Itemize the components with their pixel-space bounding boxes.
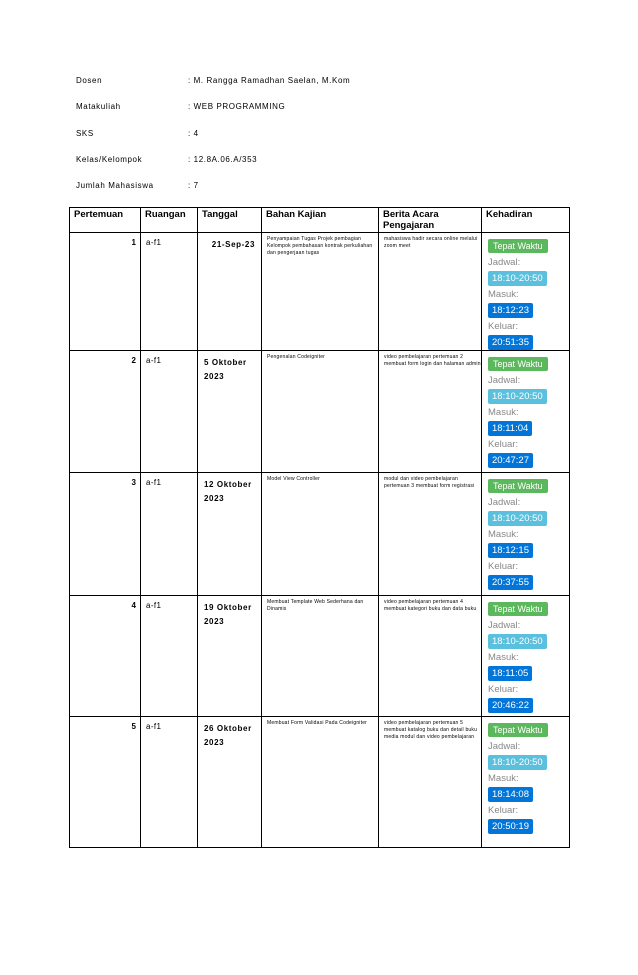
row-number: 3 xyxy=(70,473,141,596)
status-badge: Tepat Waktu xyxy=(488,357,548,371)
sks-label: SKS xyxy=(76,128,94,138)
row-attendance xyxy=(482,473,570,596)
attendance-table xyxy=(69,207,570,848)
row-berita: modul dan video pembelajaran pertemuan 3 membuat form registrasi xyxy=(379,473,482,596)
status-badge: Tepat Waktu xyxy=(488,723,548,737)
keluar-value: 20:47:27 xyxy=(488,453,533,468)
jadwal-label: Jadwal: xyxy=(488,375,521,386)
sks-row xyxy=(76,129,556,155)
header-bahan: Bahan Kajian xyxy=(262,208,379,233)
masuk-label: Masuk: xyxy=(488,529,519,540)
table-row xyxy=(70,233,570,351)
matakuliah-value: : WEB PROGRAMMING xyxy=(188,102,286,112)
row-room: a-f1 xyxy=(141,233,198,351)
sks-value: : 4 xyxy=(188,128,199,138)
jadwal-value: 18:10-20:50 xyxy=(488,389,547,404)
row-room: a-f1 xyxy=(141,596,198,717)
status-badge: Tepat Waktu xyxy=(488,479,548,493)
table-row xyxy=(70,596,570,717)
masuk-value: 18:11:05 xyxy=(488,666,532,681)
row-number: 5 xyxy=(70,717,141,848)
row-bahan: Membuat Form Validasi Pada Codeigniter xyxy=(262,717,379,848)
keluar-value: 20:50:19 xyxy=(488,819,533,834)
matakuliah-label: Matakuliah xyxy=(76,102,121,112)
masuk-label: Masuk: xyxy=(488,652,519,663)
row-attendance xyxy=(482,717,570,848)
jadwal-label: Jadwal: xyxy=(488,620,521,631)
row-attendance xyxy=(482,351,570,473)
header-kehadiran: Kehadiran xyxy=(482,208,570,233)
kelas-label: Kelas/Kelompok xyxy=(76,154,143,164)
row-bahan: Penyampaian Tugas Projek pembagian Kelompok pembahasan kontrak perkuliahan dan pengerjaan tugas xyxy=(262,233,379,351)
masuk-label: Masuk: xyxy=(488,407,519,418)
masuk-value: 18:14:08 xyxy=(488,787,533,802)
row-room: a-f1 xyxy=(141,473,198,596)
jadwal-label: Jadwal: xyxy=(488,497,521,508)
row-attendance xyxy=(482,596,570,717)
jadwal-value: 18:10-20:50 xyxy=(488,634,547,649)
dosen-row xyxy=(76,76,556,102)
row-date: 26 Oktober 2023 xyxy=(198,717,262,848)
row-attendance xyxy=(482,233,570,351)
keluar-value: 20:37:55 xyxy=(488,575,533,590)
row-berita: video pembelajaran pertemuan 5 membuat katalog buku dan detail buku media modul dan video pembelajaran xyxy=(379,717,482,848)
keluar-label: Keluar: xyxy=(488,684,519,695)
keluar-label: Keluar: xyxy=(488,439,519,450)
status-badge: Tepat Waktu xyxy=(488,602,548,616)
table-header-row xyxy=(70,208,570,233)
jumlah-value: : 7 xyxy=(188,181,199,191)
row-bahan: Pengenalan Codeigniter xyxy=(262,351,379,473)
masuk-label: Masuk: xyxy=(488,773,519,784)
row-berita: mahasiswa hadir secara online melalui zoom meet xyxy=(379,233,482,351)
jumlah-row xyxy=(76,181,556,207)
row-bahan: Membuat Template Web Sederhana dan Dinamis xyxy=(262,596,379,717)
row-berita: video pembelajaran pertemuan 2 membuat form login dan halaman admin xyxy=(379,351,482,473)
masuk-value: 18:11:04 xyxy=(488,421,532,436)
header-berita: Berita Acara Pengajaran xyxy=(379,208,482,233)
row-date: 12 Oktober 2023 xyxy=(198,473,262,596)
keluar-value: 20:51:35 xyxy=(488,335,533,350)
header-ruangan: Ruangan xyxy=(141,208,198,233)
header-pertemuan: Pertemuan xyxy=(70,208,141,233)
kelas-row xyxy=(76,155,556,181)
jumlah-label: Jumlah Mahasiswa xyxy=(76,181,154,191)
matakuliah-row xyxy=(76,102,556,128)
course-info xyxy=(76,76,556,207)
row-bahan: Model View Controller xyxy=(262,473,379,596)
keluar-label: Keluar: xyxy=(488,321,519,332)
keluar-label: Keluar: xyxy=(488,805,519,816)
row-date: 19 Oktober 2023 xyxy=(198,596,262,717)
masuk-label: Masuk: xyxy=(488,289,519,300)
header-tanggal: Tanggal xyxy=(198,208,262,233)
dosen-value: : M. Rangga Ramadhan Saelan, M.Kom xyxy=(188,76,351,85)
jadwal-value: 18:10-20:50 xyxy=(488,755,547,770)
row-room: a-f1 xyxy=(141,717,198,848)
jadwal-label: Jadwal: xyxy=(488,741,521,752)
dosen-label: Dosen xyxy=(76,76,103,85)
jadwal-label: Jadwal: xyxy=(488,257,521,268)
status-badge: Tepat Waktu xyxy=(488,239,548,253)
masuk-value: 18:12:23 xyxy=(488,303,533,318)
masuk-value: 18:12:15 xyxy=(488,543,533,558)
kelas-value: : 12.8A.06.A/353 xyxy=(188,154,258,164)
row-number: 2 xyxy=(70,351,141,473)
table-row xyxy=(70,717,570,848)
row-berita: video pembelajaran pertemuan 4 membuat kategori buku dan data buku xyxy=(379,596,482,717)
jadwal-value: 18:10-20:50 xyxy=(488,271,547,286)
row-number: 1 xyxy=(70,233,141,351)
row-date: 21-Sep-23 xyxy=(198,233,262,351)
table-row xyxy=(70,473,570,596)
keluar-value: 20:46:22 xyxy=(488,698,533,713)
jadwal-value: 18:10-20:50 xyxy=(488,511,547,526)
table-row xyxy=(70,351,570,473)
keluar-label: Keluar: xyxy=(488,561,519,572)
row-date: 5 Oktober 2023 xyxy=(198,351,262,473)
row-room: a-f1 xyxy=(141,351,198,473)
row-number: 4 xyxy=(70,596,141,717)
